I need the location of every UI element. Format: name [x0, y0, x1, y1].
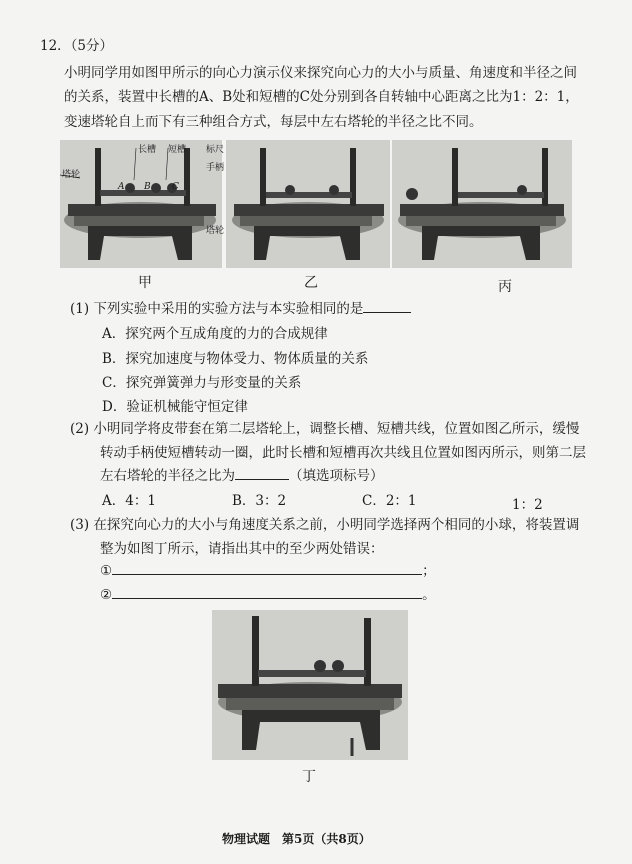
caption-jia: 甲 — [138, 275, 152, 291]
part2-option-b: B．3：2 — [232, 493, 287, 509]
label-changcao: 长槽 — [138, 145, 157, 155]
part1-option-b: B．探究加速度与物体受力、物体质量的关系 — [102, 351, 369, 367]
label-talun-left: 塔轮 — [62, 170, 81, 180]
part1-stem: (1) 下列实验中采用的实验方法与本实验相同的是 — [70, 300, 411, 318]
apparatus-photo-ding — [212, 610, 408, 760]
part1-option-d: D．验证机械能守恒定律 — [102, 399, 248, 415]
label-duancao: 短槽 — [168, 145, 187, 155]
intro-line-2: 的关系，装置中长槽的A、B处和短槽的C处分别到各自转轴中心距离之比为1：2：1， — [64, 89, 579, 105]
label-shoubing: 手柄 — [206, 163, 225, 173]
apparatus-photo-jia — [60, 140, 225, 268]
intro-line-1: 小明同学用如图甲所示的向心力演示仪来探究向心力的大小与质量、角速度和半径之间 — [64, 65, 577, 81]
apparatus-photo-yi — [226, 140, 390, 268]
caption-bing: 丙 — [498, 279, 512, 295]
part3-blank-row-2: ② 。 — [100, 587, 436, 603]
part2-option-d: 1：2 — [512, 497, 543, 513]
part3-answer-blank-1[interactable] — [112, 562, 422, 575]
part3-line-2: 整为如图丁所示，请指出其中的至少两处错误： — [100, 541, 384, 557]
caption-ding: 丁 — [302, 769, 316, 785]
part1-answer-blank[interactable] — [363, 300, 411, 313]
label-talun-bottom: 塔轮 — [206, 226, 225, 236]
intro-line-3: 变速塔轮自上而下有三种组合方式，每层中左右塔轮的半径之比不同。 — [64, 114, 483, 130]
part1-option-c: C．探究弹簧弹力与形变量的关系 — [102, 375, 302, 391]
part2-line-1: (2) 小明同学将皮带套在第二层塔轮上，调整长槽、短槽共线，位置如图乙所示，缓慢 — [70, 421, 580, 437]
question-header: 12．（5分） — [40, 38, 114, 54]
label-biaochi: 标尺 — [206, 145, 225, 155]
part1-option-a: A．探究两个互成角度的力的合成规律 — [102, 326, 328, 342]
part3-answer-blank-2[interactable] — [112, 586, 422, 599]
part3-blank-row-1: ① ； — [100, 563, 436, 579]
part2-line-3: 左右塔轮的半径之比为 （填选项标号） — [100, 468, 384, 484]
caption-yi: 乙 — [304, 275, 318, 291]
part2-line-2: 转动手柄使短槽转动一圈，此时长槽和短槽再次共线且位置如图丙所示，则第二层 — [100, 445, 586, 461]
label-point-b: B — [144, 182, 151, 192]
part2-option-a: A．4：1 — [102, 493, 156, 509]
apparatus-photo-bing — [392, 140, 572, 268]
part2-answer-blank[interactable] — [235, 467, 289, 480]
label-point-c: C — [172, 182, 179, 192]
part3-line-1: (3) 在探究向心力的大小与角速度关系之前，小明同学选择两个相同的小球，将装置调 — [70, 517, 580, 533]
part2-option-c: C．2：1 — [362, 493, 417, 509]
label-point-a: A — [118, 182, 125, 192]
page-footer: 物理试题 第5页（共8页） — [222, 832, 371, 846]
